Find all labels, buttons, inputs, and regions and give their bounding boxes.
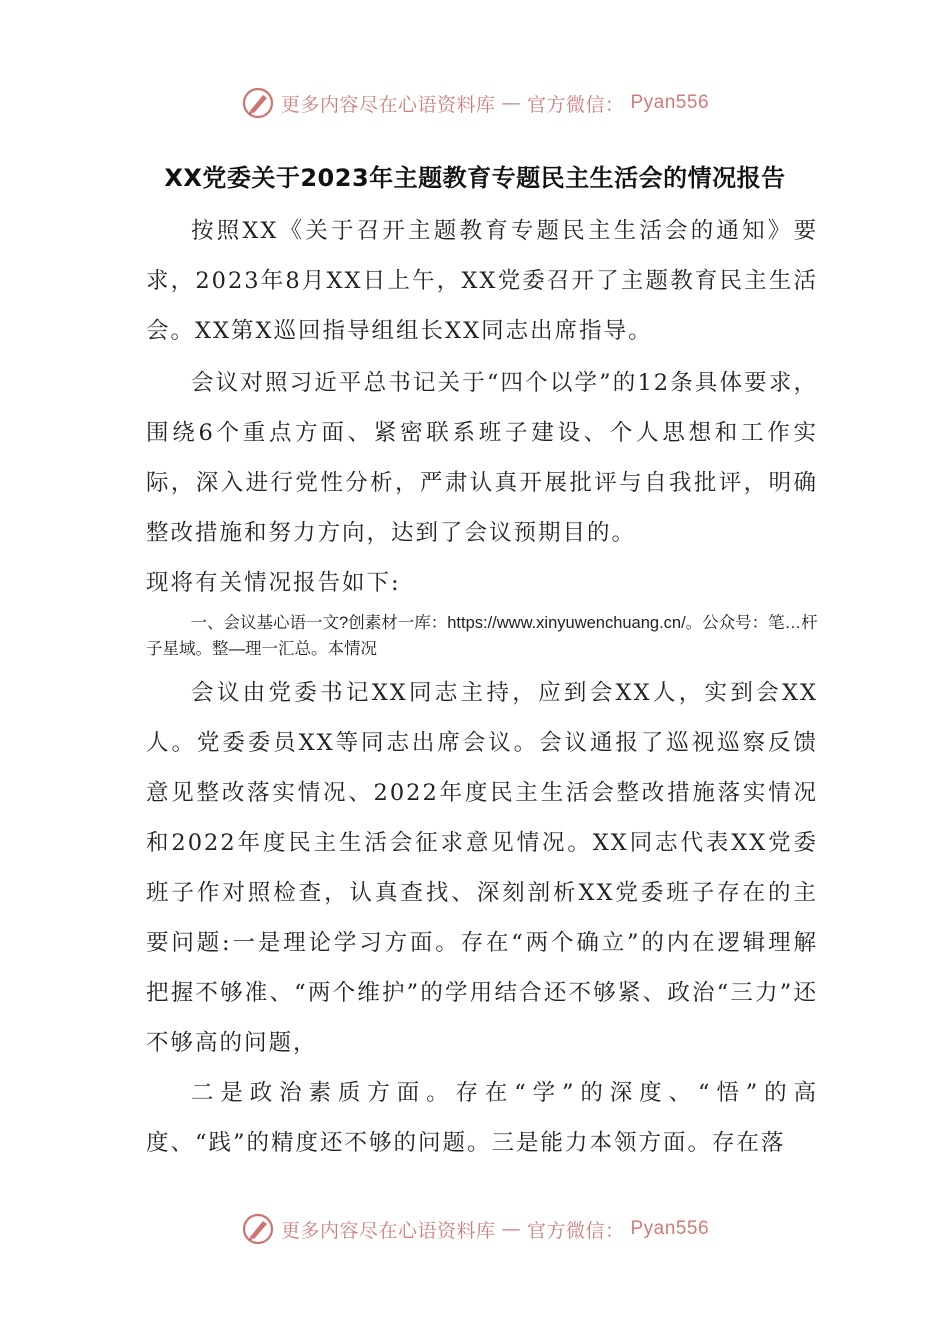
paragraph-political-quality: 二是政治素质方面。存在“学”的深度、“悟”的高度、“践”的精度还不够的问题。三是能力本领方面。存在落: [146, 1080, 818, 1156]
document-body: [146, 206, 818, 1168]
paragraph-intro: 按照XX《关于召开主题教育专题民主生活会的通知》要求，2023年8月XX日上午，XX党委召开了主题教育民主生活会。XX第X巡回指导组组长XX同志出席指导。: [146, 218, 818, 344]
section-heading: 一、会议基心语一文?创素材一库：https://www.xinyuwenchuang.cn/。公众号：笔…杆子星域。整—理一汇总。本情况: [146, 614, 818, 658]
watermark-wechat-id: Pyan556: [630, 1218, 710, 1239]
watermark-wechat-label: 官方微信：: [526, 93, 625, 116]
watermark-wechat-id: Pyan556: [630, 92, 710, 113]
paragraph-meeting-details: 会议由党委书记XX同志主持，应到会XX人，实到会XX人。党委委员XX等同志出席会议。会议通报了巡视巡察反馈意见整改落实情况、2022年度民主生活会整改措施落实情况和2022年度民主生活会征求意见情况。XX同志代表XX党委班子作对照检查，认真查找、深刻剖析XX党委班子存在的主要问题:一是理论学习方面。存在“两个确立”的内在逻辑理解把握不够准、“两个维护”的学用结合还不够紧、政治“三力”还不够高的问题，: [146, 680, 818, 1056]
document-title: XX党委关于2023年主题教育专题民主生活会的情况报告: [164, 164, 786, 192]
footer-watermark: [0, 1212, 950, 1246]
paragraph-requirements: 会议对照习近平总书记关于“四个以学”的12条具体要求，围绕6个重点方面、紧密联系班子建设、个人思想和工作实际，深入进行党性分析，严肃认真开展批评与自我批评，明确整改措施和努力方向，达到了会议预期目的。: [146, 370, 818, 546]
watermark-wechat-label: 官方微信：: [526, 1219, 625, 1242]
watermark-dash: —: [501, 92, 521, 114]
watermark-dash: —: [501, 1218, 521, 1240]
watermark-brand: 更多内容尽在心语资料库: [280, 1219, 496, 1242]
pen-circle-icon: [241, 86, 275, 120]
header-watermark: [0, 86, 950, 120]
pen-circle-icon: [241, 1212, 275, 1246]
paragraph-report-lead: 现将有关情况报告如下:: [146, 570, 401, 596]
watermark-brand: 更多内容尽在心语资料库: [280, 93, 496, 116]
